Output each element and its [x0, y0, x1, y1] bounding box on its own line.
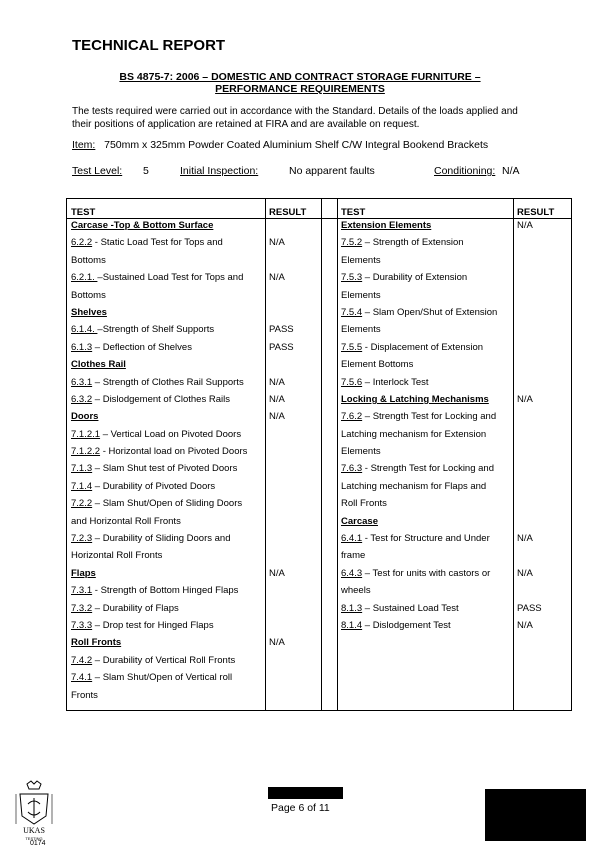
test-text: Carcase -Top & Bottom Surface [71, 220, 214, 231]
redaction-bar [268, 787, 343, 799]
test-row [71, 478, 263, 495]
clause-reference: 6.1.3 [71, 341, 93, 353]
test-row [341, 426, 511, 443]
result-cell [517, 374, 571, 391]
section-heading [341, 391, 511, 408]
test-row [71, 374, 263, 391]
test-text: –Sustained Load Test for Tops and [97, 272, 244, 284]
test-row [71, 321, 263, 338]
clause-reference: 7.3.1 [71, 585, 93, 597]
clause-reference: 6.2.2 [71, 237, 93, 249]
section-heading [71, 356, 263, 373]
test-text: – Strength of Clothes Rail Supports [92, 376, 244, 388]
report-title: TECHNICAL REPORT [72, 37, 226, 54]
result-cell [517, 356, 571, 373]
inspection-value: No apparent faults [289, 165, 375, 177]
item-line [72, 139, 488, 151]
clause-reference: 7.2.3 [71, 533, 93, 545]
result-cell [517, 339, 571, 356]
test-row [71, 391, 263, 408]
result-cell [517, 408, 571, 425]
left-result-column [269, 217, 319, 704]
ukas-text: UKAS [23, 826, 45, 835]
inspection-label: Initial Inspection: [180, 165, 259, 177]
test-text: Latching mechanism for Extension [341, 428, 487, 440]
result-cell [269, 252, 319, 269]
result-cell: N/A [517, 533, 533, 545]
intro-paragraph [72, 106, 542, 131]
test-text: Latching mechanism for Flaps and [341, 480, 487, 492]
result-cell [269, 304, 319, 321]
ukas-logo [14, 780, 54, 842]
result-cell [269, 652, 319, 669]
test-text: - Test for Structure and Under [362, 533, 490, 545]
test-text: Locking & Latching Mechanisms [341, 393, 489, 405]
test-text: Bottoms [71, 289, 106, 301]
item-value: 750mm x 325mm Powder Coated Aluminium Shelf C/W Integral Bookend Brackets [104, 139, 489, 151]
test-row [341, 408, 511, 425]
result-cell [517, 513, 571, 530]
test-row [341, 287, 511, 304]
test-text: – Durability of Vertical Roll Fronts [92, 654, 236, 666]
ukas-number: 0174 [30, 840, 46, 847]
result-cell: N/A [517, 393, 533, 405]
result-cell [269, 426, 319, 443]
test-text: - Displacement of Extension [362, 341, 484, 353]
result-cell [517, 443, 571, 460]
test-text: Flaps [71, 567, 96, 579]
test-row [341, 269, 511, 286]
left-test-header: TEST [71, 207, 96, 218]
result-cell: PASS [269, 341, 294, 353]
result-cell [269, 687, 319, 704]
test-row [341, 252, 511, 269]
result-cell [517, 582, 571, 599]
clause-reference: 6.3.2 [71, 393, 93, 405]
test-row [71, 600, 263, 617]
test-text: Fronts [71, 689, 98, 701]
test-row [341, 582, 511, 599]
section-heading [71, 565, 263, 582]
test-row [341, 547, 511, 564]
clause-reference: 6.1.4. [71, 324, 98, 336]
test-row [341, 495, 511, 512]
test-row [341, 321, 511, 338]
intro-line2: their positions of application are retained at FIRA and are available on request. [72, 118, 420, 130]
test-row [341, 530, 511, 547]
result-cell [269, 478, 319, 495]
result-cell [269, 356, 319, 373]
test-text: – Dislodgement of Clothes Rails [92, 393, 230, 405]
intro-line1: The tests required were carried out in accordance with the Standard. Details of the loads applied and [72, 106, 518, 117]
test-text: Clothes Rail [71, 359, 126, 371]
test-text: - Horizontal load on Pivoted Doors [100, 446, 248, 458]
clause-reference: 7.1.3 [71, 463, 93, 475]
clause-reference: 6.3.1 [71, 376, 93, 388]
result-cell [269, 495, 319, 512]
test-text: Elements [341, 446, 381, 458]
test-text: – Slam Shut/Open of Sliding Doors [92, 498, 243, 510]
test-level-value: 5 [143, 165, 149, 177]
clause-reference: 6.4.1 [341, 533, 363, 545]
clause-reference: 7.5.2 [341, 237, 363, 249]
right-result-header: RESULT [517, 207, 555, 218]
test-text: – Slam Shut test of Pivoted Doors [92, 463, 238, 475]
result-cell [517, 304, 571, 321]
result-cell [269, 460, 319, 477]
right-test-header: TEST [341, 207, 366, 218]
clause-reference: 7.5.4 [341, 306, 363, 318]
test-row [341, 339, 511, 356]
section-heading [71, 634, 263, 651]
result-cell [517, 269, 571, 286]
test-text: Shelves [71, 306, 107, 318]
test-text: - Strength of Bottom Hinged Flaps [92, 585, 239, 597]
result-cell: N/A [517, 220, 533, 231]
result-cell: N/A [517, 567, 533, 579]
test-row [71, 687, 263, 704]
clause-reference: 7.2.2 [71, 498, 93, 510]
section-heading [71, 217, 263, 234]
result-cell: N/A [269, 393, 285, 405]
left-test-column [71, 217, 263, 704]
test-level-label: Test Level: [72, 165, 123, 177]
clause-reference: 7.5.5 [341, 341, 363, 353]
test-text: Doors [71, 411, 99, 423]
test-text: Carcase [341, 515, 378, 527]
result-cell [269, 617, 319, 634]
test-row [341, 356, 511, 373]
test-text: – Strength of Extension [362, 237, 464, 249]
result-cell [517, 478, 571, 495]
result-cell [269, 530, 319, 547]
test-text: Elements [341, 289, 381, 301]
standard-title-line2: PERFORMANCE REQUIREMENTS [215, 83, 385, 95]
clause-reference: 7.6.3 [341, 463, 363, 475]
right-result-column [517, 217, 571, 634]
test-text: – Durability of Extension [362, 272, 468, 284]
test-row [71, 652, 263, 669]
test-text: Element Bottoms [341, 359, 414, 371]
test-text: – Drop test for Hinged Flaps [92, 619, 214, 631]
test-text: – Vertical Load on Pivoted Doors [100, 428, 242, 440]
test-row [71, 530, 263, 547]
clause-reference: 7.1.2.1 [71, 428, 101, 440]
test-row [341, 443, 511, 460]
result-cell [269, 217, 319, 234]
left-result-header: RESULT [269, 207, 307, 218]
result-cell [269, 582, 319, 599]
right-test-column [341, 217, 511, 634]
section-heading [71, 304, 263, 321]
test-row [341, 374, 511, 391]
result-cell [269, 547, 319, 564]
test-text: frame [341, 550, 366, 562]
test-row [71, 252, 263, 269]
result-cell [269, 600, 319, 617]
conditioning-label: Conditioning: [434, 165, 496, 177]
test-row [341, 234, 511, 251]
test-text: – Strength Test for Locking and [362, 411, 497, 423]
test-text: – Sustained Load Test [362, 602, 459, 614]
clause-reference: 7.5.6 [341, 376, 363, 388]
test-text: – Slam Open/Shut of Extension [362, 306, 498, 318]
test-row [341, 460, 511, 477]
result-cell [517, 426, 571, 443]
clause-reference: 7.5.3 [341, 272, 363, 284]
test-row [71, 547, 263, 564]
test-text: – Dislodgement Test [362, 619, 451, 631]
result-cell [517, 547, 571, 564]
clause-reference: 8.1.3 [341, 602, 363, 614]
standard-title [70, 71, 530, 95]
test-text: – Durability of Flaps [92, 602, 179, 614]
test-row [71, 460, 263, 477]
test-row [71, 669, 263, 686]
test-text: – Deflection of Shelves [92, 341, 192, 353]
test-row [341, 600, 511, 617]
result-cell: N/A [269, 567, 285, 579]
test-text: Roll Fronts [71, 637, 122, 649]
result-cell [269, 443, 319, 460]
standard-title-line1: BS 4875-7: 2006 – DOMESTIC AND CONTRACT STORAGE FURNITURE – [119, 71, 481, 83]
test-row [71, 513, 263, 530]
item-label: Item: [72, 139, 96, 151]
result-cell: N/A [269, 637, 285, 649]
test-row [71, 269, 263, 286]
test-text: – Durability of Sliding Doors and [92, 533, 231, 545]
result-cell: N/A [269, 237, 285, 249]
test-row [71, 617, 263, 634]
test-text: –Strength of Shelf Supports [97, 324, 215, 336]
test-row [71, 339, 263, 356]
result-cell [517, 234, 571, 251]
result-cell: N/A [269, 376, 285, 388]
result-cell: PASS [517, 602, 542, 614]
ukas-sub: TESTING [25, 836, 43, 841]
clause-reference: 6.2.1. [71, 272, 98, 284]
section-heading [341, 513, 511, 530]
test-row [71, 234, 263, 251]
result-cell [269, 669, 319, 686]
section-heading [71, 408, 263, 425]
page-number: Page 6 of 11 [271, 802, 330, 814]
test-text: – Test for units with castors or [362, 567, 491, 579]
test-text: Roll Fronts [341, 498, 387, 510]
clause-reference: 7.3.2 [71, 602, 93, 614]
result-cell: N/A [269, 411, 285, 423]
test-text: – Slam Shut/Open of Vertical roll [92, 672, 233, 684]
result-cell [517, 460, 571, 477]
test-row [71, 287, 263, 304]
result-cell: N/A [517, 619, 533, 631]
test-text: - Static Load Test for Tops and [92, 237, 223, 249]
clause-reference: 7.6.2 [341, 411, 363, 423]
test-text: and Horizontal Roll Fronts [71, 515, 181, 527]
test-row [71, 495, 263, 512]
test-text: Elements [341, 324, 381, 336]
clause-reference: 7.3.3 [71, 619, 93, 631]
test-text: – Durability of Pivoted Doors [92, 480, 216, 492]
test-row [341, 304, 511, 321]
clause-reference: 7.1.4 [71, 480, 93, 492]
clause-reference: 7.4.2 [71, 654, 93, 666]
test-row [71, 426, 263, 443]
result-cell: N/A [269, 272, 285, 284]
result-cell [517, 252, 571, 269]
result-cell [517, 321, 571, 338]
result-cell [269, 287, 319, 304]
test-text: Extension Elements [341, 220, 432, 231]
test-row [71, 582, 263, 599]
result-cell [517, 495, 571, 512]
result-cell [269, 513, 319, 530]
conditioning-value: N/A [502, 165, 520, 177]
clause-reference: 7.1.2.2 [71, 446, 101, 458]
clause-reference: 6.4.3 [341, 567, 363, 579]
clause-reference: 7.4.1 [71, 672, 93, 684]
test-text: Horizontal Roll Fronts [71, 550, 163, 562]
test-text: – Interlock Test [362, 376, 429, 388]
test-text: Elements [341, 254, 381, 266]
test-row [71, 443, 263, 460]
test-text: Bottoms [71, 254, 106, 266]
result-cell [517, 287, 571, 304]
test-text: - Strength Test for Locking and [362, 463, 494, 475]
test-row [341, 565, 511, 582]
clause-reference: 8.1.4 [341, 619, 363, 631]
section-heading [341, 217, 511, 234]
test-row [341, 478, 511, 495]
redaction-block [485, 789, 586, 841]
results-table [66, 198, 572, 711]
result-cell: PASS [269, 324, 294, 336]
test-row [341, 617, 511, 634]
test-text: wheels [341, 585, 371, 597]
